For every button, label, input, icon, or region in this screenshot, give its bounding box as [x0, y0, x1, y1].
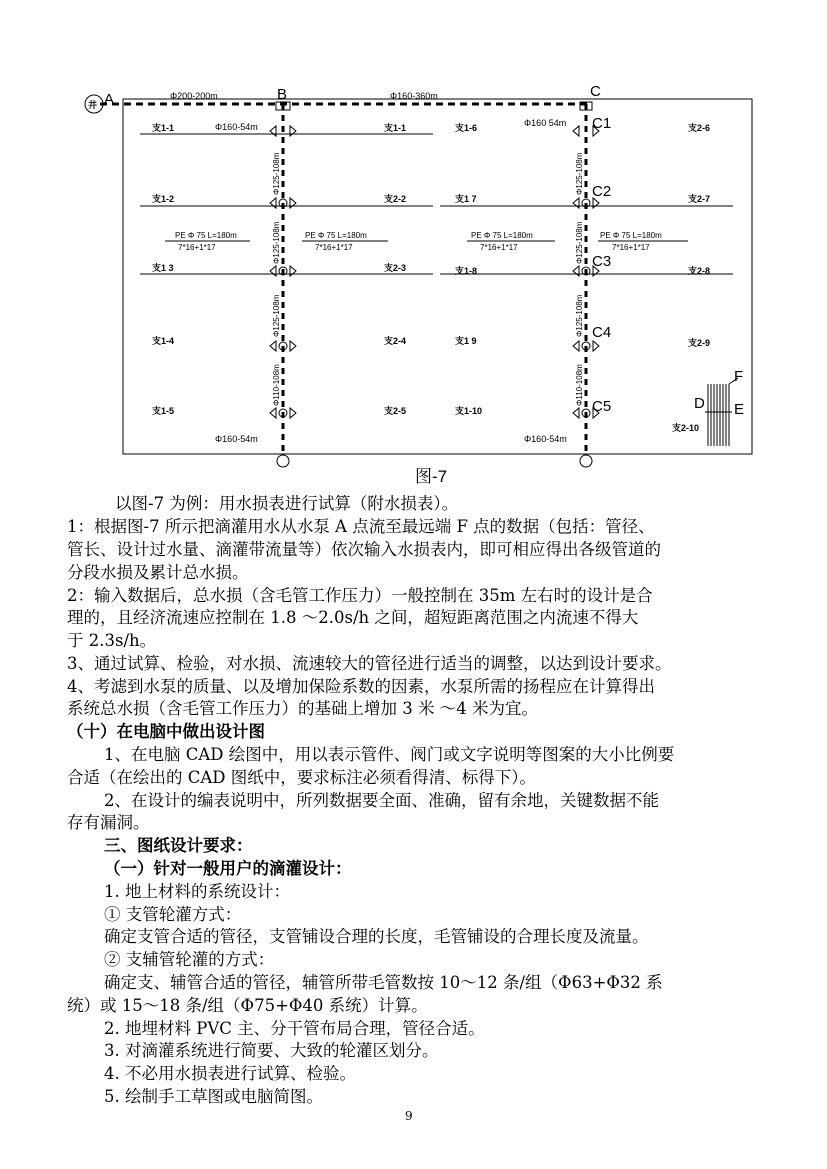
pipe-label-c-top: Φ160 54m — [524, 118, 567, 128]
node-c4: C4 — [592, 324, 612, 341]
vlabel-b-4: Φ110-108m — [272, 364, 281, 406]
end-cap-c — [580, 455, 592, 467]
branch-label: 支1-5 — [152, 406, 175, 416]
paragraph: 系统总水损（含毛管工作压力）的基础上增加 3 米 ～4 米为宜。 — [67, 699, 538, 718]
paragraph: ① 支管轮灌方式： — [104, 905, 242, 924]
branch-lines — [140, 134, 733, 274]
node-c1: C1 — [592, 115, 612, 132]
branch-label: 支1 3 — [152, 263, 174, 273]
branch-label: 支1 7 — [455, 194, 477, 204]
figure-caption: 图-7 — [415, 467, 448, 486]
paragraph: 以图-7 为例：用水损表进行试算（附水损表）。 — [115, 494, 459, 513]
spec-2-line2: 7*16+1*17 — [315, 243, 353, 252]
page-number: 9 — [405, 1109, 413, 1123]
paragraph: 1. 地上材料的系统设计： — [104, 882, 290, 901]
end-cap-b — [277, 455, 289, 467]
branch-label: 支2-6 — [688, 123, 711, 133]
subsection-heading: （一）针对一般用户的滴灌设计： — [104, 859, 352, 878]
node-e: E — [734, 401, 745, 418]
branch-label: 支2-9 — [688, 338, 711, 348]
spec-1-line1: PE Φ 75 L=180m — [175, 231, 237, 240]
branch-label: 支2-2 — [384, 194, 407, 204]
branch-label: 支2-3 — [384, 263, 407, 273]
paragraph: 5. 绘制手工草图或电脑简图。 — [104, 1087, 323, 1106]
branch-labels — [152, 122, 710, 433]
paragraph: 合适（在绘出的 CAD 图纸中，要求标注必须看得清、标得下）。 — [67, 768, 537, 787]
node-a: A — [104, 91, 115, 108]
vlabel-c-1: Φ125-108m — [575, 152, 584, 195]
paragraph: 存有漏洞。 — [67, 813, 150, 832]
vlabel-b-2: Φ125-108m — [272, 221, 281, 264]
lateral-specs — [165, 231, 688, 252]
spec-1-line2: 7*16+1*17 — [178, 243, 216, 252]
branch-label: 支2-8 — [688, 266, 711, 276]
paragraph: 2. 地埋材料 PVC 主、分干管布局合理，管径合适。 — [104, 1019, 485, 1038]
spec-4-line1: PE Φ 75 L=180m — [600, 231, 662, 240]
well-label: 井 — [88, 100, 98, 110]
pipe-label-b-bottom: Φ160-54m — [215, 434, 258, 444]
node-c3: C3 — [592, 253, 612, 270]
pipe-label-top-left: Φ200-200m — [170, 91, 218, 101]
branch-label: 支1 9 — [455, 336, 477, 346]
paragraph: 4. 不必用水损表进行试算、检验。 — [104, 1064, 356, 1083]
paragraph: 理的，且经济流速应控制在 1.8 ～2.0s/h 之间，超短距离范围之内流速不得大 — [67, 608, 639, 627]
section-heading: （十）在电脑中做出设计图 — [67, 722, 265, 741]
paragraph: 确定支、辅管合适的管径，辅管所带毛管数按 10～12 条/组（Φ63+Φ32 系 — [104, 973, 663, 992]
node-f: F — [734, 368, 744, 385]
section-heading: 三、图纸设计要求： — [104, 836, 253, 855]
branch-label: 支1-1 — [152, 123, 175, 133]
node-c2: C2 — [592, 183, 612, 200]
branch-label: 支1-10 — [455, 406, 483, 416]
paragraph: 2：输入数据后，总水损（含毛管工作压力）一般控制在 35m 左右时的设计是合 — [67, 586, 653, 605]
vlabel-b-1: Φ125-108m — [272, 152, 281, 195]
spec-4-line2: 7*16+1*17 — [612, 243, 650, 252]
paragraph: 分段水损及累计总水损。 — [67, 563, 249, 582]
paragraph: 1、在电脑 CAD 绘图中，用以表示管件、阀门或文字说明等图案的大小比例要 — [104, 745, 675, 764]
pipe-label-c-bottom: Φ160-54m — [524, 434, 567, 444]
node-b: B — [277, 86, 288, 103]
node-c: C — [590, 83, 601, 100]
node-d: D — [694, 395, 705, 412]
branch-label: 支2-7 — [688, 194, 711, 204]
node-c5: C5 — [592, 398, 612, 415]
diagram-frame — [123, 99, 752, 454]
spec-2-line1: PE Φ 75 L=180m — [305, 231, 367, 240]
paragraph: 3、通过试算、检验，对水损、流速较大的管径进行适当的调整，以达到设计要求。 — [67, 654, 672, 673]
branch-label: 支1-4 — [152, 336, 175, 346]
spec-3-line1: PE Φ 75 L=180m — [471, 231, 533, 240]
pipe-label-b-top: Φ160-54m — [215, 122, 258, 132]
branch-label: 支1-6 — [455, 123, 478, 133]
branch-label: 支2-4 — [384, 336, 407, 346]
vlabel-b-3: Φ125-108m — [272, 294, 281, 337]
branch-label: 支2-10 — [672, 423, 700, 433]
paragraph: 3. 对滴灌系统进行简要、大致的轮灌区划分。 — [104, 1041, 439, 1060]
paragraph: 1：根据图-7 所示把滴灌用水从水泵 A 点流至最远端 F 点的数据（包括：管径、 — [67, 517, 655, 536]
branch-label: 支1-2 — [152, 194, 175, 204]
paragraph: ② 支辅管轮灌的方式： — [104, 950, 275, 969]
paragraph: 确定支管合适的管径，支管铺设合理的长度，毛管铺设的合理长度及流量。 — [104, 927, 649, 946]
paragraph: 4、考滤到水泵的质量、以及增加保险系数的因素，水泵所需的扬程应在计算得出 — [67, 677, 655, 696]
paragraph: 统）或 15～18 条/组（Φ75+Φ40 系统）计算。 — [67, 996, 428, 1015]
paragraph: 2、在设计的编表说明中，所列数据要全面、准确，留有余地，关键数据不能 — [104, 791, 659, 810]
vlabel-c-4: Φ110-108m — [575, 364, 584, 406]
branch-label: 支1-1 — [384, 123, 407, 133]
branch-label: 支2-5 — [384, 406, 407, 416]
irrigation-layout-diagram — [0, 0, 827, 490]
spec-3-line2: 7*16+1*17 — [480, 243, 518, 252]
pipe-label-top-right: Φ160-360m — [390, 91, 438, 101]
vlabel-c-2: Φ125-108m — [575, 221, 584, 264]
paragraph: 于 2.3s/h。 — [67, 631, 157, 650]
paragraph: 管长、设计过水量、滴灌带流量等）依次输入水损表内，即可相应得出各级管道的 — [67, 540, 661, 559]
vlabel-c-3: Φ125-108m — [575, 294, 584, 337]
branch-label: 支1-8 — [455, 266, 478, 276]
